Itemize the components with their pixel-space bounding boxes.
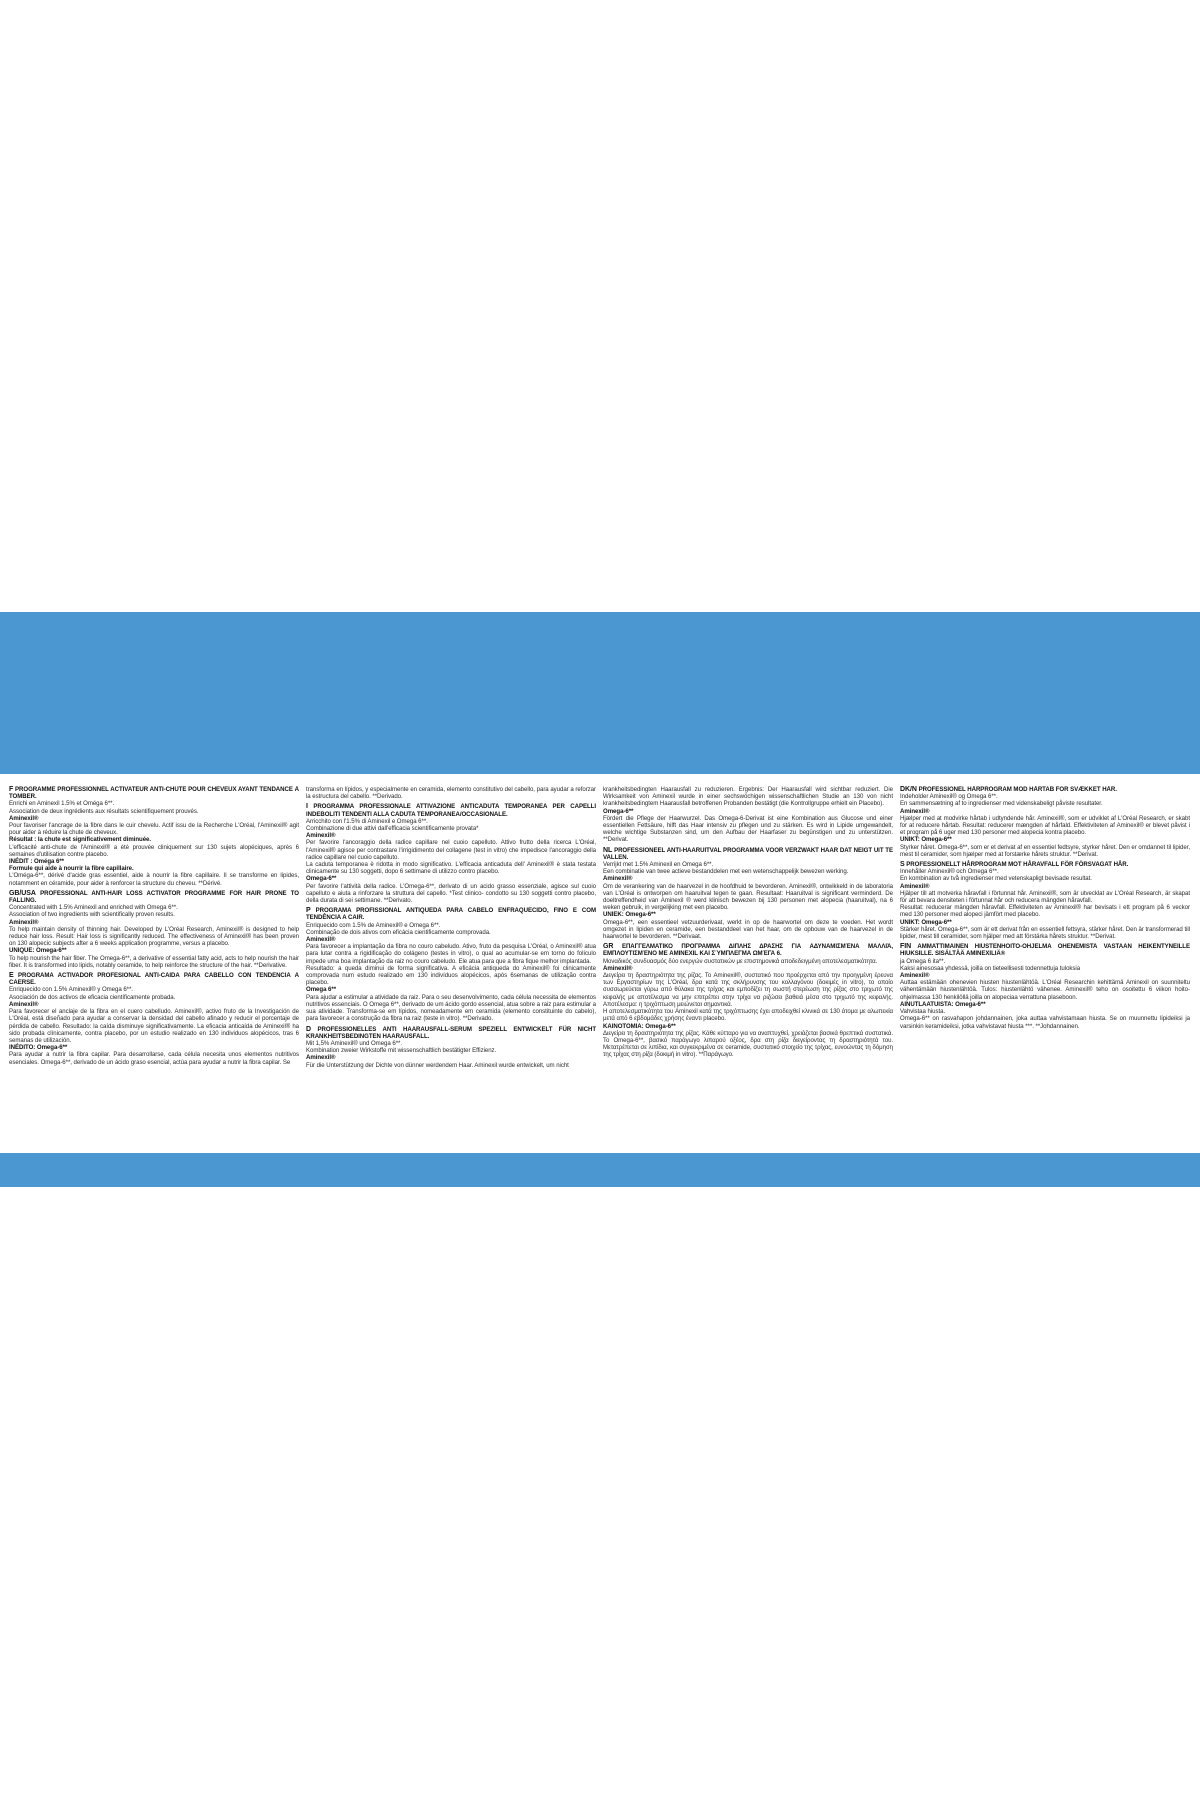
- bold-line: Aminexil®: [900, 807, 930, 815]
- section-heading: [900, 943, 1190, 957]
- body-paragraph: To help nourish the hair fiber. The Omega-6**, a derivative of essential fatty acid, acts to help nourish the hair fiber. It is transformed into lipids, notably ceramide, to help reinforce the structure of the hair. **Derivative.: [9, 954, 299, 969]
- body-paragraph: Für die Unterstützung der Dichte von dünner werdendem Haar. Aminexil wurde entwickelt, um nicht: [306, 1061, 569, 1069]
- language-code: F: [9, 786, 14, 793]
- bold-line: Aminexil®: [306, 1054, 336, 1062]
- bold-line: UNIEK: Omega-6**: [603, 911, 656, 919]
- bold-line: Aminexil®: [603, 875, 633, 883]
- section-heading: [306, 1026, 596, 1040]
- body-paragraph: Resultado: a queda diminui de forma significativa. A eficácia antiqueda do Aminexil® foi clinicamente comprovada num estudo realizado em 130 indivíduos alopécicos, após 6semanas de utilização contra placebo.: [306, 964, 596, 987]
- body-paragraph: Vahvistaa hiusta.: [900, 1008, 946, 1016]
- language-code: DK/N: [900, 786, 917, 793]
- body-paragraph: L'Oméga-6**, dérivé d'acide gras essentiel, aide à nourrir la fibre capillaire. Il se transforme en lipides, notamment en céramide, pour aider à renforcer la structure du cheveu. **Dérivé.: [9, 872, 299, 887]
- bold-line: INÉDITO: Omega-6**: [9, 1044, 68, 1052]
- body-paragraph: Association de deux ingrédients aux résultats scientifiquement prouvés.: [9, 807, 199, 815]
- body-paragraph: Enrichi en Aminexil 1.5% et Oméga 6**.: [9, 800, 115, 808]
- text-column-3: [603, 786, 893, 1148]
- body-paragraph: Η αποτελεσματικότητα του Aminexil κατά της τριχόπτωσης έχει αποδειχθεί κλινικά σε 130 άτομα με αλωπεκία μετά από 6 εβδομάδες χρήσης έναντι placebo.: [603, 1008, 893, 1023]
- bold-line: Aminexil®: [900, 972, 930, 980]
- heading-text: PROFESSIONELLES ANTI HAARAUSFALL-SERUM SPEZIELL ENTWICKELT FÜR NICHT KRANKHEITSBEDINGTEN HAARAUSFALL.: [306, 1025, 596, 1040]
- text-column-4: [900, 786, 1190, 1148]
- bold-line: UNIQUE: Omega-6**: [9, 947, 67, 955]
- heading-text: PROGRAMMA PROFESSIONALE ATTIVAZIONE ANTICADUTA TEMPORANEA PER CAPELLI INDEBOLITI TENDENTI ALLA CADUTA TEMPORANEA/OCCASIONALE.: [306, 803, 596, 818]
- body-paragraph: Enriquecido com 1.5% de Aminexil® e Omega 6**.: [306, 921, 441, 929]
- bold-line: Aminexil®: [306, 936, 336, 944]
- bold-line: INÉDIT : Oméga 6**: [9, 858, 64, 866]
- section-heading: [9, 786, 299, 800]
- bold-line: Formule qui aide à nourrir la fibre capillaire.: [9, 865, 134, 873]
- body-paragraph: Resultat: reducerar mängden håravfall. Effektiviteten av Aminexil® har bevisats i ett program på 6 veckor med 130 personer med alopeci jämfört med placebo.: [900, 904, 1190, 919]
- body-paragraph: Enriquecido con 1.5% Aminexil® y Omega 6**.: [9, 986, 133, 994]
- body-paragraph: Mit 1,5% Aminexil® und Omega 6**.: [306, 1039, 402, 1047]
- bold-line: Résultat : la chute est significativement diminuée.: [9, 836, 152, 844]
- body-paragraph: Hjælper med at modvirke hårtab i udtyndende hår. Aminexil®, som er udviklet af L'Oréal Research, er skabt for at reducere hårtab. Resultat: reducerer mængden af hårfald. Effektiviteten af Aminexil® er blevet påvist i et program på 6 uger med 130 personer med alopecia kontra placebo.: [900, 814, 1190, 837]
- body-paragraph: Combinazione di due attivi dall'efficacia scientificamente provata*: [306, 825, 479, 833]
- language-code: P: [306, 907, 311, 915]
- bold-line: Aminexil®: [9, 918, 39, 926]
- body-paragraph: La caduta temporanea è ridotta in modo significativo. L'efficacia anticaduta dell' Aminexil® è stata testata clinicamente su 130 soggetti, dopo 6 settimane di utilizzo contro placebo.: [306, 861, 596, 876]
- bold-line: Aminexil®: [9, 1000, 39, 1008]
- top-blue-band: [0, 612, 1200, 774]
- heading-text: ΕΠΑΓΓΕΛΜΑΤΙΚΟ ΠΡΟΓΡΑΜΜΑ ΔΙΠΛΗΣ ΔΡΑΣΗΣ ΓΙΑ ΑΔΥΝΑΜΙΣΜΈΝΑ ΜΑΛΛΙΆ, ΕΜΠΛΟΥΤΙΣΜΈΝΟ ΜΕ AMINEXIL ΚΑΙ ΣΎΜΠΛΕΓΜΑ ΩΜΈΓΑ 6.: [603, 943, 893, 958]
- body-paragraph: Combinação de dois ativos com eficácia cientificamente comprovada.: [306, 928, 491, 936]
- language-code: GR: [603, 943, 614, 951]
- body-paragraph: Stärker håret. Omega-6**, som är ett derivat från en essentiell fettsyra, stärker håret. Den är transformerad till lipider, mest till ceramider, som hjälper med att förstärka hårets struktur. **Derivat.: [900, 925, 1190, 941]
- bold-line: UNIKT: Omega-6**: [900, 836, 952, 844]
- text-column-1: [9, 786, 299, 1148]
- bold-line: Aminexil®: [900, 882, 930, 890]
- body-paragraph: Per favorire l'attività della radice. L'Omega-6**, derivato di un acido grasso essenziale, agisce sul cuoio capelluto e aiuta a rinforzare la struttura del capello. *Test clinico- condotto su 130 soggetti contro placebo, della durata di sei settimane. **Derivato.: [306, 882, 596, 905]
- body-paragraph: Para favorecer a implantação da fibra no couro cabeludo. Ativo, fruto da pesquisa L'Oréal, o Aminexil® atua para lutar contra a rigidificação do colágeno (testes in vitro), o qual ao acumular-se em torno do folículo impede uma boa implantação da raiz no couro cabeludo. Ele atua para que a fibra fique melhor implantada.: [306, 943, 596, 965]
- leaflet-text-panel: [0, 774, 1200, 1153]
- body-paragraph: Styrker håret. Omega-6**, som er et derivat af en essentiel fedtsyre, styrker håret. Den er omdannet til lipider, mest til ceramider, som hjælper med at forstærke hårets struktur. **Derivat.: [900, 843, 1190, 858]
- body-paragraph: Kombination zweier Wirkstoffe mit wissenschaftlich bestätigter Effizienz.: [306, 1047, 497, 1055]
- body-paragraph: Auttaa estämään ohenevien hiusten hiustenlähtöä. L'Oréal Researchin kehittämä Aminexil on suunniteltu vähentämään hiustenlähtöä. Tulos: hiustenlähtö vähenee. Aminexil® teho on osoitettu 6 viikon hoito-ohjelmassa 130 henkilöllä joilla on alopeciaa verrattuna plaseboon.: [900, 979, 1190, 1001]
- section-heading: [9, 972, 299, 986]
- body-paragraph: Pour favoriser l'ancrage de la fibre dans le cuir chevelu. Actif issu de la Recherche L'Oréal, l'Aminexil® agit pour aider à réduire la chute de cheveux.: [9, 822, 299, 837]
- section-heading: [900, 786, 1190, 793]
- body-paragraph: Indeholder Aminexil® og Omega 6**.: [900, 793, 998, 801]
- section-heading: [603, 847, 893, 861]
- body-paragraph: Διεγείρει τη δραστηριότητα της ρίζας. Κάθε κύτταρο για να αναπτυχθεί, χρειάζεται βασικά θρεπτικά συστατικά. Το Omega-6**, βασικό παράγωγο λιπαρού οξέος, δρα στη ρίζα διεγείροντας τη δραστηριότητά του. Μετατρέπεται σε λιπίδια, και συγκεκριμένα σε ceramide, συστατικό στοιχείο της τρίχας, ευνοώντας τη δόμηση της τρίχας στη ρίζα (δοκιμή in vitro). **Παράγωγο.: [603, 1029, 893, 1059]
- bold-line: AINUTLAATUISTA: Omega-6**: [900, 1000, 986, 1008]
- body-paragraph: Per favorire l'ancoraggio della radice capillare nel cuoio capelluto. Attivo frutto della ricerca L'Oréal, l'Aminexil® agisce per contrastare l'irrigidimento del collagene (test in vitro) che impedisce l'ancoraggio della radice capillare nel cuoio capelluto.: [306, 839, 596, 861]
- bold-line: ΚΑΙΝΟΤΟΜΙΑ: Omega-6**: [603, 1022, 676, 1030]
- body-paragraph: Om de verankering van de haarvezel in de hoofdhuid te bevorderen. Aminexil®, ontwikkeld in de laboratoria van L'Oréal is ontworpen om haaruitval tegen te gaan. Resultaat: Haaruitval is significant verminderd. De doeltreffendheid van Aminexil ® werd klinisch bewezen bij 130 personen met alopecia (haaruitval), na 6 weken gebruik, in vergelijking met een placebo.: [603, 882, 893, 912]
- heading-text: PROGRAMA PROFISSIONAL ANTIQUEDA PARA CABELO ENFRAQUECIDO, FINO E COM TENDÊNCIA A CAIR.: [306, 907, 596, 922]
- section-heading: [306, 907, 596, 921]
- heading-text: PROFESSIONELLT HÅRPROGRAM MOT HÅRAVFALL FÖR FÖRSVAGAT HÅR.: [906, 861, 1129, 869]
- language-code: S: [900, 861, 905, 869]
- body-paragraph: To help maintain density of thinning hair. Developed by L'Oréal Research, Aminexil® is designed to help reduce hair loss. Result: Hair loss is significantly reduced. The effectiveness of Aminexil® has been proven on 130 alopecic subjects after a 6 weeks application programme, versus a placebo.: [9, 925, 299, 948]
- bold-line: Aminexil®: [603, 964, 633, 972]
- heading-text: PROFESSIONAL ANTI-HAIR LOSS ACTIVATOR PROGRAMME FOR HAIR PRONE TO FALLING.: [9, 889, 299, 905]
- body-paragraph: Para favorecer el anclaje de la fibra en el cuero cabelludo. Aminexil®, activo fruto de la Investigación de L'Oréal, está diseñado para ayudar a conservar la densidad del cabello afinado y reducir el porcentaje de pérdida de cabello. Resultado: la caída disminuye significativamente. La eficacia anticaída de Aminexil® ha sido probada clínicamente, contra placebo, por un estudio realizado en 130 individuos alopécicos, tras 6 semanas de utilización.: [9, 1008, 299, 1044]
- heading-text: PROFESSIONEEL ANTI-HAARUITVAL PROGRAMMA VOOR VERZWAKT HAAR DAT NEIGT UIT TE VALLEN.: [603, 846, 893, 861]
- language-code: FIN: [900, 943, 912, 951]
- body-paragraph: Asociación de dos activos de eficacia científicamente probada.: [9, 993, 176, 1001]
- body-paragraph: Fördert die Pflege der Haarwurzel. Das Omega-6-Derivat ist eine Kombination aus Glucose und einer essentiellen Fettsäure, hilft das Haar intensiv zu pflegen und zu stärken. Es wird in Lipide umgewandelt, welche wichtige Substanzen sind, um den Aufbau der Haarfaser zu begünstigen und zu unterstützen. **Derivat.: [603, 814, 893, 844]
- body-paragraph: Arricchito con l'1.5% di Aminexil e Omega 6**.: [306, 817, 428, 825]
- body-paragraph: transforma en lípidos, y especialmente en ceramida, elemento constitutivo del cabello, para ayudar a reforzar la estructura del cabello. **Derivado.: [306, 786, 596, 801]
- language-code: E: [9, 972, 14, 980]
- body-paragraph: Concentrated with 1.5% Aminexil and enriched with Omega 6**.: [9, 904, 178, 912]
- body-paragraph: Omega-6**, een essentieel vetzuurderivaat, werkt in op de haarwortel om deze te voeden. Het wordt omgezet in lipiden en ceramide, een bestanddeel van het haar, om de opbouw van de haarvezel in de haarwortel te bevorderen. **Derivaat.: [603, 918, 893, 941]
- body-paragraph: Διεγείρει τη δραστηριότητα της ρίζας. Το Aminexil®, συστατικό που προέρχεται από την προηγμένη έρευνα των Εργαστηρίων της L'Oréal, δρα κατά της σκλήρυνσης του κολλαγόνου (δοκιμές in vitro), το οποίο συσσωρεύεται γύρω από θύλακα της τρίχας και εμποδίζει τη σωστή στερέωση της ρίζας στο τριχωτό της κεφαλής με αποτέλεσμα να μην επιτρέπει στην τρίχα να ριζώσει βαθειά μέσα στο τριχωτό της κεφαλής. Αποτέλεσμα: η τριχόπτωση μειώνεται σημαντικά.: [603, 972, 893, 1008]
- bold-line: Omega 6**: [306, 986, 337, 994]
- heading-text: PROGRAMME PROFESSIONNEL ACTIVATEUR ANTI-CHUTE POUR CHEVEUX AYANT TENDANCE À TOMBER.: [9, 786, 299, 801]
- body-paragraph: Omega-6** on rasvahapon johdannainen, joka auttaa vahvistamaan hiusta. Se on muunnettu lipideiksi ja varsinkin keramideiksi, jotka vahvistavat hiusta ***. **Johdannainen.: [900, 1015, 1190, 1030]
- bold-line: UNIKT: Omega-6**: [900, 918, 952, 926]
- body-paragraph: ja Omega 6 ita**.: [900, 957, 946, 965]
- text-column-2: [306, 786, 596, 1148]
- body-paragraph: Para ajudar a estimular a atividade da raiz. Para o seu desenvolvimento, cada célula necessita de elementos nutritivos essenciais. O Omega 6**, derivado de um ácido gordo essencial, atua sobre a raiz para estimular a sua atividade. Transforma-se em lípidos, nomeadamente em ceramida (elemento constituinte do cabelo), para favorecer a construção da fibra na raiz (teste in vitro). **Derivado.: [306, 993, 596, 1023]
- body-paragraph: Kaksi ainesosaa yhdessä, joilla on tieteellisesti todennettuja tuloksia: [900, 964, 1081, 972]
- body-paragraph: Hjälper till att motverka håravfall i förtunnat hår. Aminexil®, som är utvecklat av L'Oréal Research, är skapat för att bevara densiteten i förtunnat hår och reducera mängden håravfall.: [900, 889, 1190, 905]
- body-paragraph: L'efficacité anti-chute de l'Aminexil® a été prouvée cliniquement sur 130 sujets alopéciques, après 6 semaines d'utilisation contre placebo.: [9, 843, 299, 858]
- section-heading: [306, 803, 596, 817]
- heading-text: PROFESSIONEL HÅRPROGRAM MOD HÅRTAB FOR SVÆKKET HÅR.: [918, 786, 1117, 793]
- section-heading: [900, 861, 1190, 868]
- body-paragraph: Een combinatie van twee actieve bestanddelen met een wetenschappelijk bewezen werking.: [603, 868, 849, 876]
- section-heading: [603, 943, 893, 957]
- body-paragraph: krankheitsbedingten Haarausfall zu reduzieren. Ergebnis: Der Haarausfall wird sichtbar reduziert. Die Wirksamkeit von Aminexil wurde in einer sechswöchigen wissenschaftlichen Studie an 130 von nicht krankheitsbedingtem Haarausfall betroffenen Probanden bestätigt (die Kontrollgruppe erhielt ein Placebo).: [603, 786, 893, 808]
- body-paragraph: En kombination av två ingredienser med vetenskapligt bevisade resultat.: [900, 875, 1092, 883]
- bold-line: Omega-6**: [306, 875, 337, 883]
- language-code: D: [306, 1025, 312, 1033]
- heading-text: AMMATTIMAINEN HIUSTENHOITO-OHJELMA OHENEMISTA VASTAAN HEIKENTYNEILLE HIUKSILLE. SISÄLTÄÄ AMINEXILIÄ®: [900, 943, 1190, 958]
- language-code: GB/USA: [9, 889, 36, 897]
- bold-line: Omega-6**: [603, 807, 634, 815]
- body-paragraph: Verrijkt met 1.5% Aminexil en Omega 6**.: [603, 861, 714, 869]
- language-code: NL: [603, 846, 613, 854]
- bold-line: Aminexil®: [9, 814, 39, 822]
- body-paragraph: En sammensætning af to ingredienser med videnskabeligt påviste resultater.: [900, 800, 1103, 808]
- body-paragraph: Innehåller Aminexil® och Omega 6**.: [900, 868, 999, 876]
- bottom-blue-band: [0, 1153, 1200, 1187]
- section-heading: [9, 890, 299, 904]
- heading-text: PROGRAMA ACTIVADOR PROFESIONAL ANTI-CAIDA PARA CABELLO CON TENDENCIA A CAERSE.: [9, 972, 299, 987]
- body-paragraph: Association of two ingredients with scientifically proven results.: [9, 911, 175, 919]
- bold-line: Aminexil®: [306, 832, 336, 840]
- body-paragraph: Μοναδικός συνδυασμός δύο ενεργών συστατικών με επιστημονικά αποδεδειγμένη αποτελεσματικότητα.: [603, 957, 878, 965]
- language-code: I: [306, 803, 308, 811]
- body-paragraph: Para ayudar a nutrir la fibra capilar. Para desarrollarse, cada célula necesita unos elementos nutritivos esenciales. Omega-6**, derivado de un ácido graso esencial, actúa para ayudar a nutrir la fibra capilar. Se: [9, 1051, 299, 1066]
